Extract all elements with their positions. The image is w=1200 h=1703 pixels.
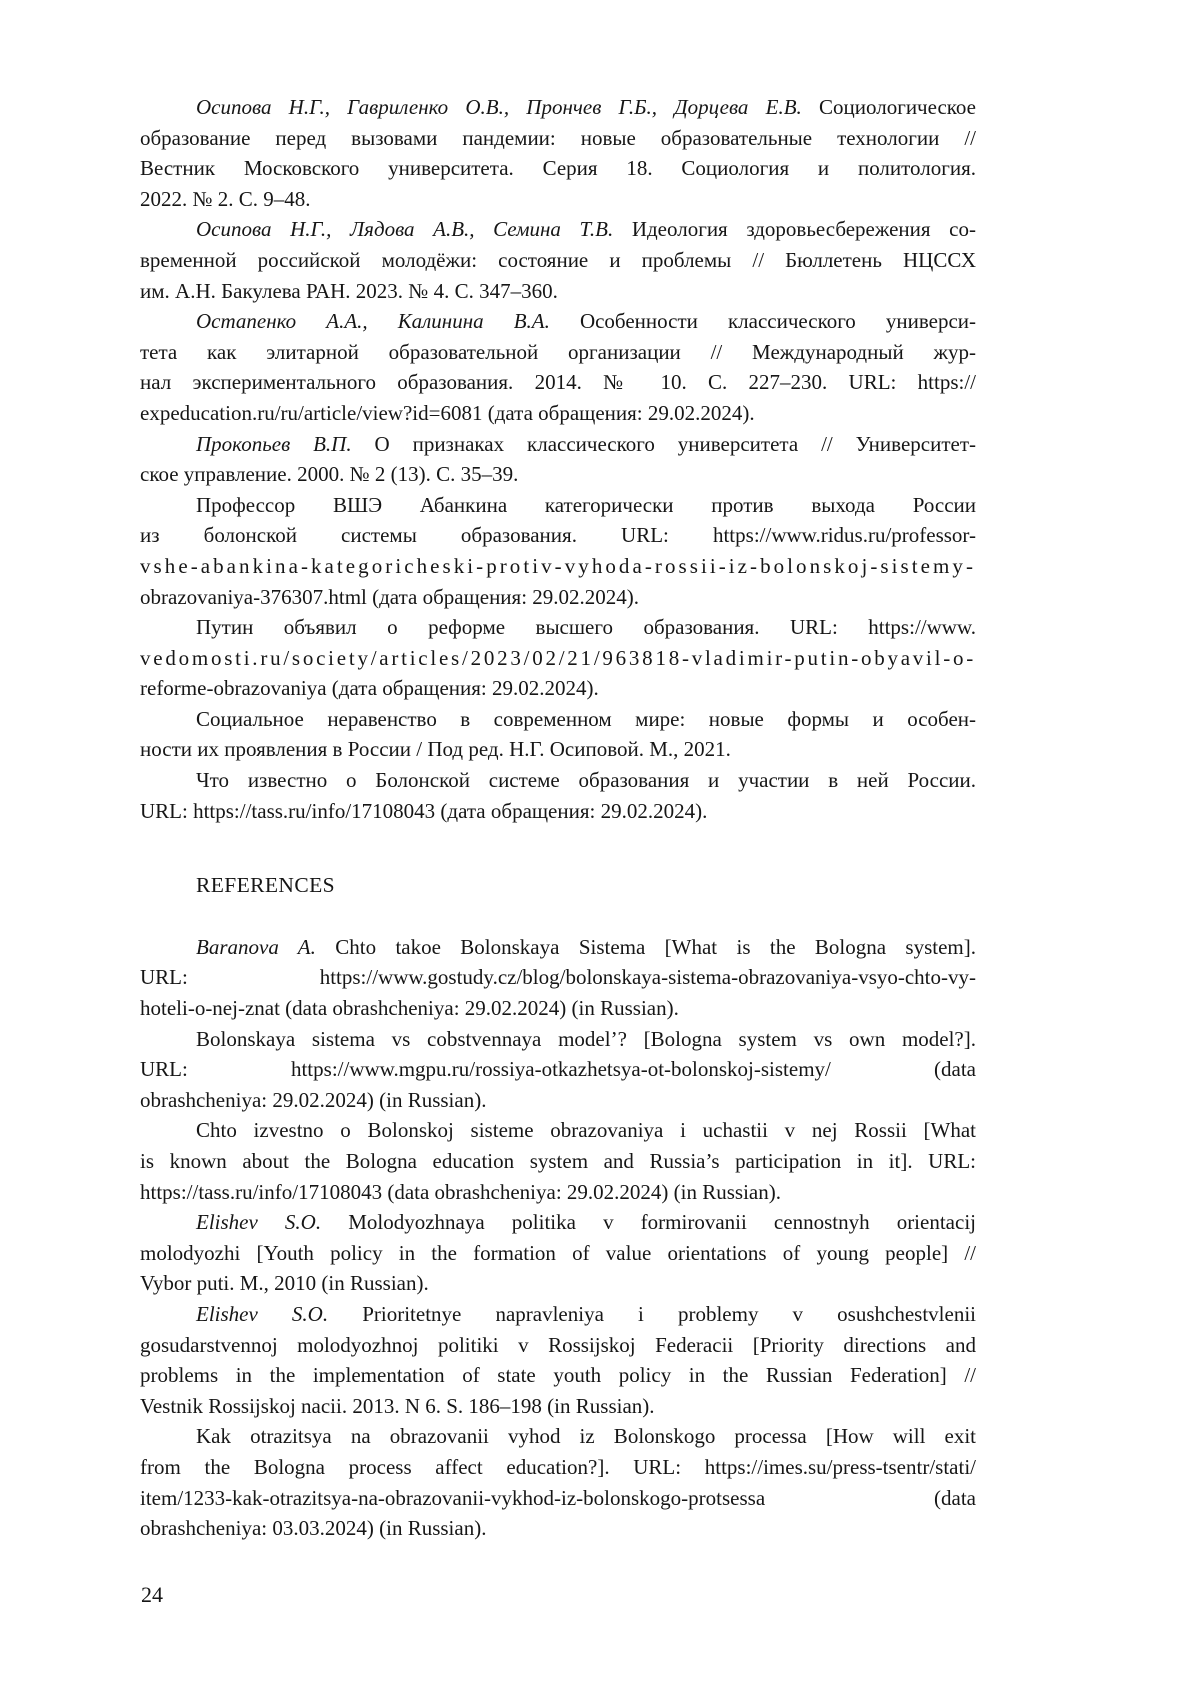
text-line: ности их проявления в России / Под ред. Н.Г. Осиповой. М., 2021.	[140, 737, 731, 762]
text-line: problems in the implementation of state youth policy in the Russian Federation] //	[140, 1363, 976, 1388]
text-line: item/1233-kak-otrazitsya-na-obrazovanii-vykhod-iz-bolonskogo-protsessa (data	[140, 1485, 976, 1510]
text-line: 2022. № 2. С. 9–48.	[140, 186, 311, 211]
text-line: ское управление. 2000. № 2 (13). С. 35–39.	[140, 462, 519, 487]
text-line: Kak otrazitsya na obrazovanii vyhod iz Bolonskogo processa [How will exit	[196, 1424, 976, 1449]
author-name: Baranova A.	[196, 934, 316, 959]
text-line: Vybor puti. M., 2010 (in Russian).	[140, 1271, 429, 1296]
russian-references-section	[140, 92, 976, 826]
text-line: hoteli-o-nej-znat (data obrashcheniya: 29.02.2024) (in Russian).	[140, 996, 679, 1021]
text-line: Профессор ВШЭ Абанкина категорически против выхода России	[196, 492, 976, 517]
author-name: Осипова Н.Г., Лядова А.В., Семина Т.В.	[196, 217, 614, 242]
text-line: URL: https://www.gostudy.cz/blog/bolonskaya-sistema-obrazovaniya-vsyo-chto-vy-	[140, 965, 976, 990]
author-name: Elishev S.O.	[196, 1301, 329, 1326]
reference-entry	[140, 1421, 976, 1543]
text-line: Социальное неравенство в современном мире: новые формы и особен-	[196, 706, 976, 731]
text-line: is known about the Bologna education system and Russia’s participation in it]. URL:	[140, 1149, 976, 1173]
text-line: Прокопьев В.П. О признаках классического университета // Университет-	[196, 431, 976, 456]
text-line: Путин объявил о реформе высшего образования. URL: https://www.	[196, 615, 976, 640]
reference-entry	[140, 704, 976, 765]
page-number: 24	[141, 1582, 163, 1607]
reference-entry	[140, 1024, 976, 1116]
text-line: obrashcheniya: 29.02.2024) (in Russian).	[140, 1087, 487, 1112]
text-line: Остапенко А.А., Калинина В.А. Особенности классического универси-	[196, 309, 976, 334]
text-line: reforme-obrazovaniya (дата обращения: 29.02.2024).	[140, 676, 599, 701]
text-line: тета как элитарной образовательной организации // Международный жур-	[140, 339, 976, 364]
bibliography-text-block	[140, 92, 976, 1544]
author-name: Остапенко А.А., Калинина В.А.	[196, 309, 550, 334]
reference-entry	[140, 214, 976, 306]
text-line: vedomosti.ru/society/articles/2023/02/21/963818-vladimir-putin-obyavil-o-	[140, 645, 976, 670]
text-line: URL: https://www.mgpu.ru/rossiya-otkazhetsya-ot-bolonskoj-sistemy/ (data	[140, 1057, 976, 1082]
text-line: Chto izvestno o Bolonskoj sisteme obrazovaniya i uchastii v nej Rossii [What	[196, 1118, 976, 1143]
text-line: obrashcheniya: 03.03.2024) (in Russian).	[140, 1516, 487, 1541]
text-line: from the Bologna process affect education?]. URL: https://imes.su/press-tsentr/stati/	[140, 1454, 976, 1479]
reference-entry	[140, 92, 976, 214]
reference-entry	[140, 932, 976, 1024]
text-line: из болонской системы образования. URL: https://www.ridus.ru/professor-	[140, 523, 976, 548]
text-line: Осипова Н.Г., Гавриленко О.В., Прончев Г.Б., Дорцева Е.В. Социологическое	[196, 95, 976, 119]
text-line: Elishev S.O. Molodyozhnaya politika v formirovanii cennostnyh orientacij	[196, 1210, 976, 1235]
text-line: obrazovaniya-376307.html (дата обращения: 29.02.2024).	[140, 584, 640, 609]
author-name: Прокопьев В.П.	[196, 431, 352, 456]
reference-entry	[140, 1115, 976, 1207]
text-line: molodyozhi [Youth policy in the formation of value orientations of young people] //	[140, 1240, 976, 1265]
reference-entry	[140, 429, 976, 490]
text-line: временной российской молодёжи: состояние и проблемы // Бюллетень НЦССХ	[140, 247, 976, 272]
reference-entry	[140, 1299, 976, 1421]
text-line: им. А.Н. Бакулева РАН. 2023. № 4. С. 347–360.	[140, 278, 558, 303]
reference-entry	[140, 306, 976, 428]
text-line: Bolonskaya sistema vs cobstvennaya model’? [Bologna system vs own model?].	[196, 1026, 976, 1051]
text-line: Что известно о Болонской системе образования и участии в ней России.	[196, 768, 976, 793]
text-line: https://tass.ru/info/17108043 (data obrashcheniya: 29.02.2024) (in Russian).	[140, 1179, 781, 1204]
text-line: gosudarstvennoj molodyozhnoj politiki v Rossijskoj Federacii [Priority directions and	[140, 1332, 976, 1357]
text-line: expeducation.ru/ru/article/view?id=6081 (дата обращения: 29.02.2024).	[140, 400, 755, 425]
text-line: Vestnik Rossijskoj nacii. 2013. N 6. S. 186–198 (in Russian).	[140, 1393, 655, 1418]
text-line: URL: https://tass.ru/info/17108043 (дата обращения: 29.02.2024).	[140, 798, 708, 823]
text-line: Elishev S.O. Prioritetnye napravleniya i problemy v osushchestvlenii	[196, 1301, 976, 1326]
reference-entry	[140, 612, 976, 704]
author-name: Осипова Н.Г., Гавриленко О.В., Прончев Г.Б., Дорцева Е.В.	[196, 95, 802, 119]
author-name: Elishev S.O.	[196, 1210, 322, 1235]
reference-entry	[140, 490, 976, 612]
text-line: образование перед вызовами пандемии: новые образовательные технологии //	[140, 125, 976, 150]
english-references-section	[140, 932, 976, 1544]
references-heading: REFERENCES	[196, 873, 335, 898]
reference-entry	[140, 1207, 976, 1299]
text-line: Осипова Н.Г., Лядова А.В., Семина Т.В. Идеология здоровьесбережения со-	[196, 217, 976, 242]
text-line: vshe-abankina-kategoricheski-protiv-vyhoda-rossii-iz-bolonskoj-sistemy-	[140, 553, 976, 578]
text-line: Вестник Московского университета. Серия 18. Социология и политология.	[140, 156, 976, 181]
text-line: Baranova A. Chto takoe Bolonskaya Sistema [What is the Bologna system].	[196, 934, 976, 959]
reference-entry	[140, 765, 976, 826]
text-line: нал экспериментального образования. 2014. № 10. С. 227–230. URL: https://	[140, 370, 976, 395]
